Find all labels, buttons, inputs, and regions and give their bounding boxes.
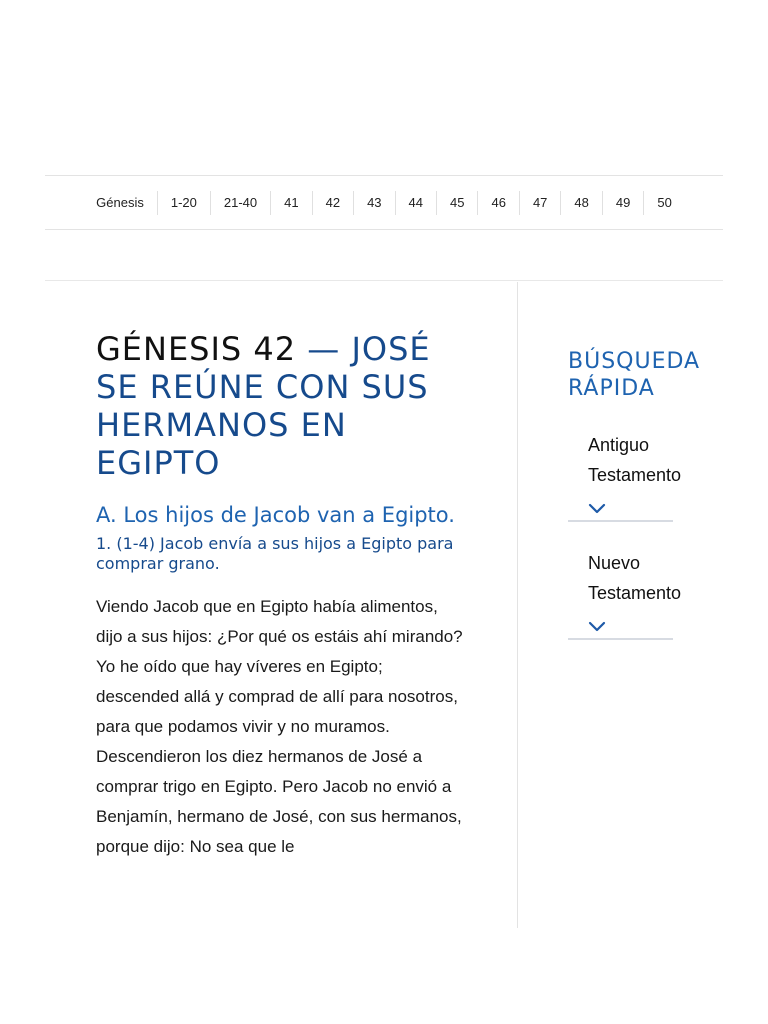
section-heading: A. Los hijos de Jacob van a Egipto. <box>96 503 455 527</box>
accordion-old-testament[interactable] <box>568 430 682 522</box>
chapter-nav-46[interactable]: 46 <box>477 191 518 215</box>
chapter-nav-list <box>83 191 685 215</box>
accordion-new-testament-label: Nuevo Testamento <box>588 553 682 603</box>
chapter-nav <box>45 175 723 230</box>
chapter-nav-47[interactable]: 47 <box>519 191 560 215</box>
testament-accordion <box>568 430 682 640</box>
article <box>96 330 476 862</box>
sidebar <box>568 348 701 666</box>
subsection-heading: 1. (1-4) Jacob envía a sus hijos a Egipto para comprar grano. <box>96 534 454 573</box>
chapter-nav-50[interactable]: 50 <box>643 191 684 215</box>
accordion-new-testament[interactable] <box>568 548 682 640</box>
chapter-nav-49[interactable]: 49 <box>602 191 643 215</box>
chapter-nav-range-21-40[interactable]: 21-40 <box>210 191 270 215</box>
chapter-nav-book[interactable]: Génesis <box>96 194 144 210</box>
page-title <box>96 330 476 482</box>
chapter-nav-41[interactable]: 41 <box>270 191 311 215</box>
scripture-text: Viendo Jacob que en Egipto había alimentos, dijo a sus hijos: ¿Por qué os estáis ahí mirando? Yo he oído que hay víveres en Egipto; descended allá y comprad de allí para nosotros, para que podamos vivir y no muramos. Descendieron los diez hermanos de José a comprar trigo en Egipto. Pero Jacob no envió a Benjamín, hermano de José, con sus hermanos, porque dijo: No sea que le <box>96 597 463 856</box>
chapter-nav-43[interactable]: 43 <box>353 191 394 215</box>
chapter-nav-44[interactable]: 44 <box>395 191 436 215</box>
chapter-nav-45[interactable]: 45 <box>436 191 477 215</box>
chevron-down-icon[interactable] <box>588 502 606 514</box>
accordion-old-testament-label: Antiguo Testamento <box>588 435 682 485</box>
page-title-subtitle: JOSÉ SE REÚNE CON SUS HERMANOS EN EGIPTO <box>96 330 431 482</box>
quick-search-title: BÚSQUEDA RÁPIDA <box>568 349 701 401</box>
chapter-nav-range-1-20[interactable]: 1-20 <box>157 191 210 215</box>
chapter-nav-48[interactable]: 48 <box>560 191 601 215</box>
page-title-chapter: GÉNESIS 42 <box>96 330 297 368</box>
content-divider <box>45 280 723 281</box>
sidebar-divider <box>517 282 518 928</box>
chevron-down-icon[interactable] <box>588 620 606 632</box>
chapter-nav-42[interactable]: 42 <box>312 191 353 215</box>
page-title-dash: — <box>307 330 341 368</box>
